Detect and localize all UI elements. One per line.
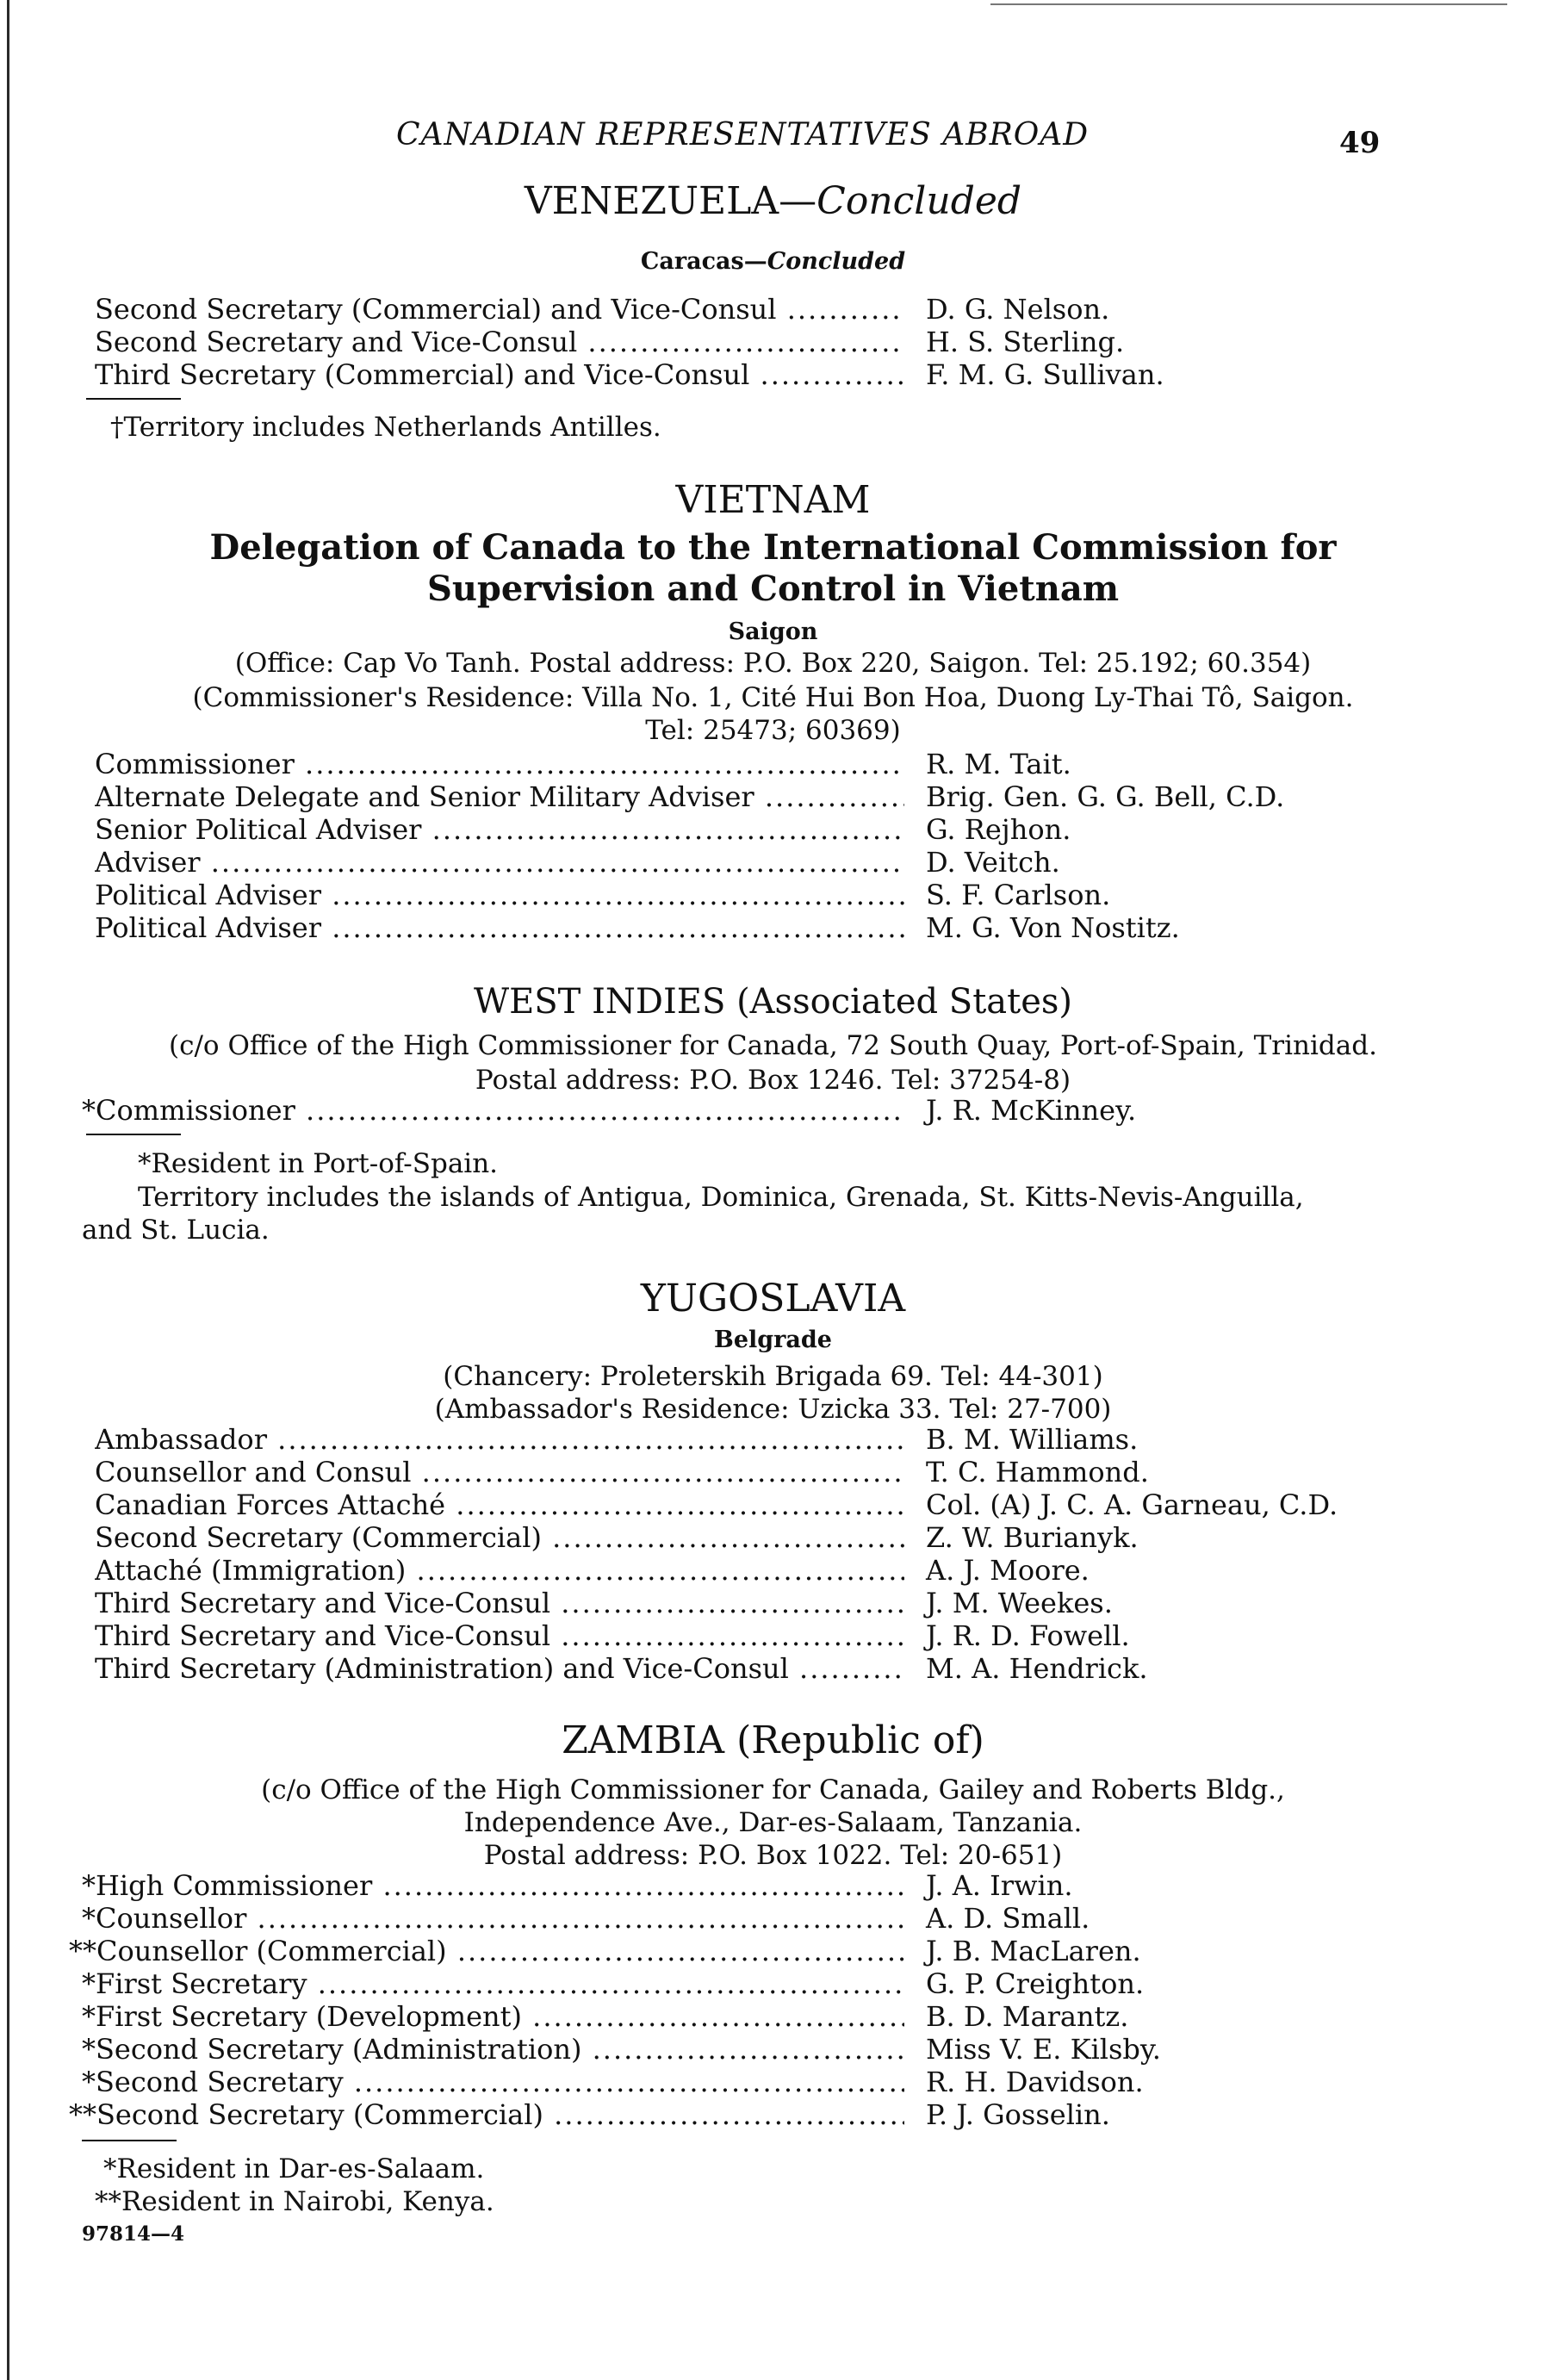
staff-row: Canadian Forces Attaché ..... Col. (A) J. C. A. Garneau, C.D. — [95, 1488, 1387, 1523]
section-title-vietnam: VIETNAM — [675, 478, 871, 522]
scan-edge-rule — [990, 3, 1507, 5]
staff-row: Third Secretary and Vice-Consul ..... J. M. Weekes. — [95, 1587, 1387, 1621]
staff-row: Attaché (Immigration) ..... A. J. Moore. — [95, 1554, 1387, 1588]
staff-row: Ambassador ..... B. M. Williams. — [95, 1423, 1387, 1457]
residence-address: (Ambassador's Residence: Uzicka 33. Tel: 27-700) — [434, 1394, 1112, 1425]
residence-address: (Commissioner's Residence: Villa No. 1, Cité Hui Bon Hoa, Duong Ly-Thai Tô, Saigon. — [192, 682, 1354, 713]
section-subtitle: Delegation of Canada to the International Commission for — [209, 527, 1337, 568]
city-belgrade: Belgrade — [714, 1327, 832, 1353]
section-subtitle: Supervision and Control in Vietnam — [426, 569, 1120, 609]
chancery-address: (Chancery: Proleterskih Brigada 69. Tel: 44-301) — [443, 1361, 1103, 1392]
footnote: and St. Lucia. — [82, 1215, 270, 1246]
footnote-rule — [82, 2140, 177, 2141]
staff-row: *High Commissioner ..... J. A. Irwin. — [82, 1869, 1374, 1904]
footnote: *Resident in Dar-es-Salaam. — [103, 2153, 485, 2184]
footnote-rule — [86, 398, 181, 400]
staff-row: Counsellor and Consul ..... T. C. Hammond. — [95, 1456, 1387, 1490]
binding-edge — [7, 0, 9, 2380]
section-title-zambia: ZAMBIA (Republic of) — [562, 1718, 984, 1762]
residence-phone: Tel: 25473; 60369) — [645, 715, 901, 746]
staff-row: Second Secretary (Commercial) ..... Z. W. Burianyk. — [95, 1521, 1387, 1556]
staff-row: Second Secretary (Commercial) and Vice-Consul ..... D. G. Nelson. — [95, 293, 1387, 327]
page-number: 49 — [1339, 126, 1381, 160]
postal-address: Postal address: P.O. Box 1022. Tel: 20-651) — [483, 1840, 1063, 1871]
staff-row: *Commissioner ..... J. R. McKinney. — [82, 1094, 1374, 1128]
staff-row: Political Adviser ..... M. G. Von Nostitz. — [95, 911, 1387, 946]
postal-address: Postal address: P.O. Box 1246. Tel: 37254-8) — [475, 1065, 1071, 1096]
footnote-rule — [86, 1134, 181, 1135]
office-address: (c/o Office of the High Commissioner for Canada, Gailey and Roberts Bldg., — [261, 1774, 1285, 1805]
staff-row: Third Secretary and Vice-Consul ..... J. R. D. Fowell. — [95, 1619, 1387, 1654]
office-address: (Office: Cap Vo Tanh. Postal address: P.O. Box 220, Saigon. Tel: 25.192; 60.354) — [234, 648, 1312, 679]
staff-row: *Counsellor ..... A. D. Small. — [82, 1902, 1374, 1936]
footnote: **Resident in Nairobi, Kenya. — [95, 2186, 494, 2217]
footnote: Territory includes the islands of Antigua, Dominica, Grenada, St. Kitts-Nevis-Anguilla, — [138, 1182, 1304, 1213]
staff-row: Commissioner ..... R. M. Tait. — [95, 748, 1387, 782]
staff-row: **Second Secretary (Commercial) ..... P. J. Gosselin. — [69, 2098, 1361, 2133]
staff-row: Adviser ..... D. Veitch. — [95, 846, 1387, 880]
footnote: *Resident in Port-of-Spain. — [138, 1148, 499, 1179]
print-code: 97814—4 — [82, 2222, 185, 2246]
staff-row: Political Adviser ..... S. F. Carlson. — [95, 879, 1387, 913]
staff-row: **Counsellor (Commercial) ..... J. B. MacLaren. — [69, 1935, 1361, 1969]
office-address-continued: Independence Ave., Dar-es-Salaam, Tanzania. — [463, 1807, 1083, 1838]
city-caracas: Caracas—Concluded — [640, 248, 906, 275]
staff-row: *Second Secretary ..... R. H. Davidson. — [82, 2066, 1374, 2100]
office-address: (c/o Office of the High Commissioner for Canada, 72 South Quay, Port-of-Spain, Trinidad. — [169, 1030, 1377, 1061]
section-title-venezuela: VENEZUELA—Concluded — [524, 179, 1022, 223]
staff-row: Third Secretary (Commercial) and Vice-Consul ..... F. M. G. Sullivan. — [95, 358, 1387, 393]
staff-row: *First Secretary ..... G. P. Creighton. — [82, 1967, 1374, 2002]
footnote: †Territory includes Netherlands Antilles. — [110, 412, 661, 443]
staff-row: *First Secretary (Development) ..... B. D. Marantz. — [82, 2000, 1374, 2035]
staff-row: Senior Political Adviser ..... G. Rejhon. — [95, 813, 1387, 848]
staff-row: Third Secretary (Administration) and Vice-Consul ..... M. A. Hendrick. — [95, 1652, 1387, 1687]
staff-row: Second Secretary and Vice-Consul ..... H. S. Sterling. — [95, 326, 1387, 360]
city-saigon: Saigon — [728, 618, 818, 645]
running-title: CANADIAN REPRESENTATIVES ABROAD — [396, 117, 1090, 152]
section-title-yugoslavia: YUGOSLAVIA — [640, 1277, 906, 1320]
staff-row: *Second Secretary (Administration) ..... Miss V. E. Kilsby. — [82, 2033, 1374, 2067]
staff-row: Alternate Delegate and Senior Military Adviser ..... Brig. Gen. G. G. Bell, C.D. — [95, 780, 1387, 815]
section-title-west-indies: WEST INDIES (Associated States) — [473, 982, 1073, 1022]
